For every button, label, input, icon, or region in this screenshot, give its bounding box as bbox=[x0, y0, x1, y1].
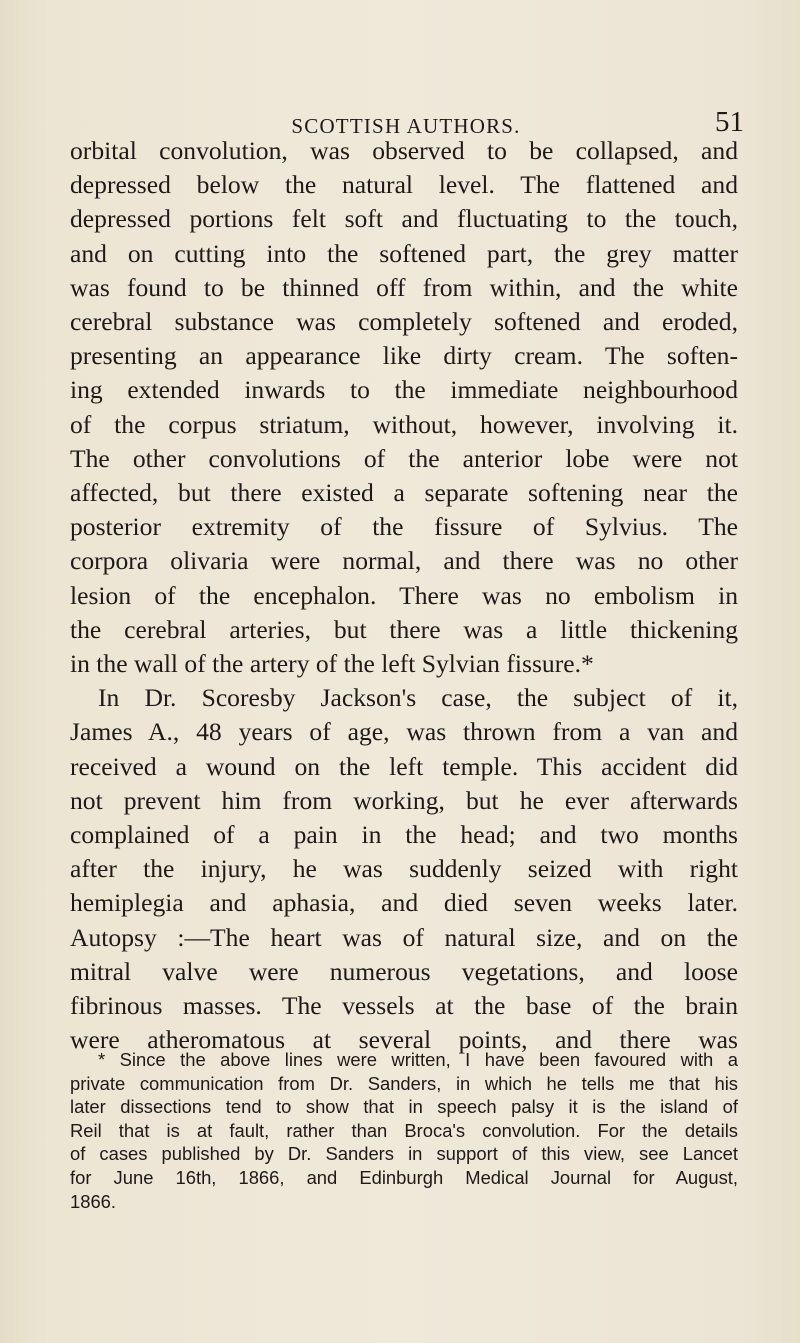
text-line: corpora olivaria were normal, and there was no other bbox=[70, 546, 738, 576]
text-line: the cerebral arteries, but there was a little thickening bbox=[70, 614, 738, 644]
text-line: In Dr. Scoresby Jackson's case, the subject of it, bbox=[98, 683, 738, 713]
text-line: The other convolutions of the anterior lobe were not bbox=[70, 443, 738, 473]
text-line: and on cutting into the softened part, the grey matter bbox=[70, 238, 738, 268]
text-line: hemiplegia and aphasia, and died seven weeks later. bbox=[70, 888, 738, 918]
footnote-line: of cases published by Dr. Sanders in support of this view, see Lancet bbox=[70, 1143, 738, 1165]
text-line: fibrinous masses. The vessels at the base of the brain bbox=[70, 991, 738, 1021]
text-line: ing extended inwards to the immediate neighbourhood bbox=[70, 375, 738, 405]
text-line: depressed below the natural level. The flattened and bbox=[70, 170, 738, 200]
text-line: not prevent him from working, but he ever afterwards bbox=[70, 785, 738, 815]
text-line: after the injury, he was suddenly seized with right bbox=[70, 854, 738, 884]
footnote bbox=[70, 1048, 738, 1213]
footnote-line: for June 16th, 1866, and Edinburgh Medical Journal for August, bbox=[70, 1166, 738, 1188]
text-line: in the wall of the artery of the left Sylvian fissure.* bbox=[70, 649, 594, 679]
page-number: 51 bbox=[715, 106, 744, 138]
text-line: depressed portions felt soft and fluctuating to the touch, bbox=[70, 204, 738, 234]
body-text bbox=[70, 134, 738, 1057]
text-line: orbital convolution, was observed to be collapsed, and bbox=[70, 136, 738, 165]
footnote-line: later dissections tend to show that in speech palsy it is the island of bbox=[70, 1096, 738, 1118]
text-line: posterior extremity of the fissure of Sylvius. The bbox=[70, 512, 738, 542]
footnote-line: Reil that is at fault, rather than Broca's convolution. For the details bbox=[70, 1119, 738, 1141]
text-line: cerebral substance was completely softened and eroded, bbox=[70, 307, 738, 337]
text-line: were atheromatous at several points, and there was bbox=[70, 1025, 738, 1055]
text-line: Autopsy :—The heart was of natural size, and on the bbox=[70, 922, 738, 952]
text-line: James A., 48 years of age, was thrown from a van and bbox=[70, 717, 738, 747]
text-line: received a wound on the left temple. This accident did bbox=[70, 751, 738, 781]
text-line: was found to be thinned off from within, and the white bbox=[70, 272, 738, 302]
footnote-line: 1866. bbox=[70, 1190, 117, 1212]
footnote-line: * Since the above lines were written, I have been favoured with a bbox=[98, 1049, 738, 1070]
text-line: complained of a pain in the head; and two months bbox=[70, 820, 738, 850]
text-line: lesion of the encephalon. There was no embolism in bbox=[70, 580, 738, 610]
running-title: SCOTTISH AUTHORS. bbox=[291, 114, 521, 138]
text-line: affected, but there existed a separate softening near the bbox=[70, 478, 738, 508]
text-line: presenting an appearance like dirty cream. The soften- bbox=[70, 341, 738, 371]
text-line: mitral valve were numerous vegetations, and loose bbox=[70, 956, 738, 986]
text-line: of the corpus striatum, without, however, involving it. bbox=[70, 409, 738, 439]
footnote-line: private communication from Dr. Sanders, in which he tells me that his bbox=[70, 1072, 738, 1094]
